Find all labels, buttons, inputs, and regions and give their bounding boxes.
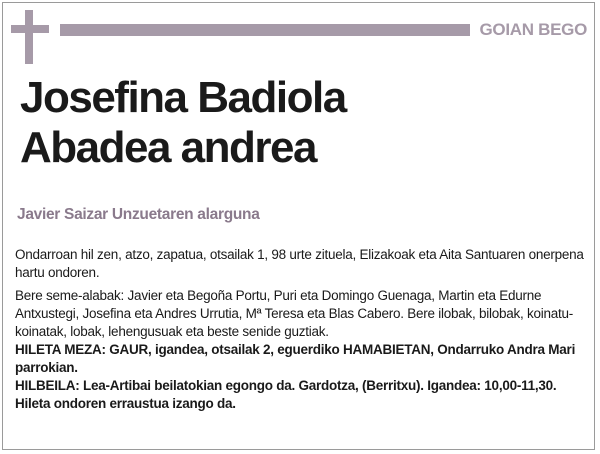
- death-paragraph: Ondarroan hil zen, atzo, zapatua, otsailak 1, 98 urte zituela, Elizakoak eta Aita Santuaren onerpena hartu ondoren.: [15, 247, 584, 280]
- wake-paragraph: HILBEILA: Lea-Artibai beilatokian egongo da. Gardotza, (Berritxu). Igandea: 10,00-11,30. Hileta ondoren erraustua izango da.: [15, 378, 557, 411]
- family-paragraph: Bere seme-alabak: Javier eta Begoña Portu, Puri eta Domingo Guenaga, Martin eta Edurne Antxustegi, Josefina eta Andres Urrutia, Mª Teresa eta Blas Cabero. Bere ilobak, bilobak, koinatu-koinatak, lobak, lehengusuak eta beste senide guztiak.: [15, 288, 574, 339]
- deceased-name-line1: Josefina Badiola: [20, 73, 346, 122]
- place-label: GOIAN BEGO: [479, 20, 587, 39]
- header-rule: [60, 24, 470, 36]
- funeral-paragraph: HILETA MEZA: GAUR, igandea, otsailak 2, eguerdiko HAMABIETAN, Ondarruko Andra Mari parrokian.: [15, 342, 576, 375]
- cross-horizontal-bar: [11, 25, 49, 33]
- deceased-name-line2: Abadea andrea: [20, 123, 316, 172]
- widow-of-subtitle: Javier Saizar Unzuetaren alarguna: [17, 206, 260, 223]
- deceased-name: [20, 73, 580, 173]
- notice-body: [15, 246, 587, 413]
- cross-vertical-bar: [25, 10, 33, 64]
